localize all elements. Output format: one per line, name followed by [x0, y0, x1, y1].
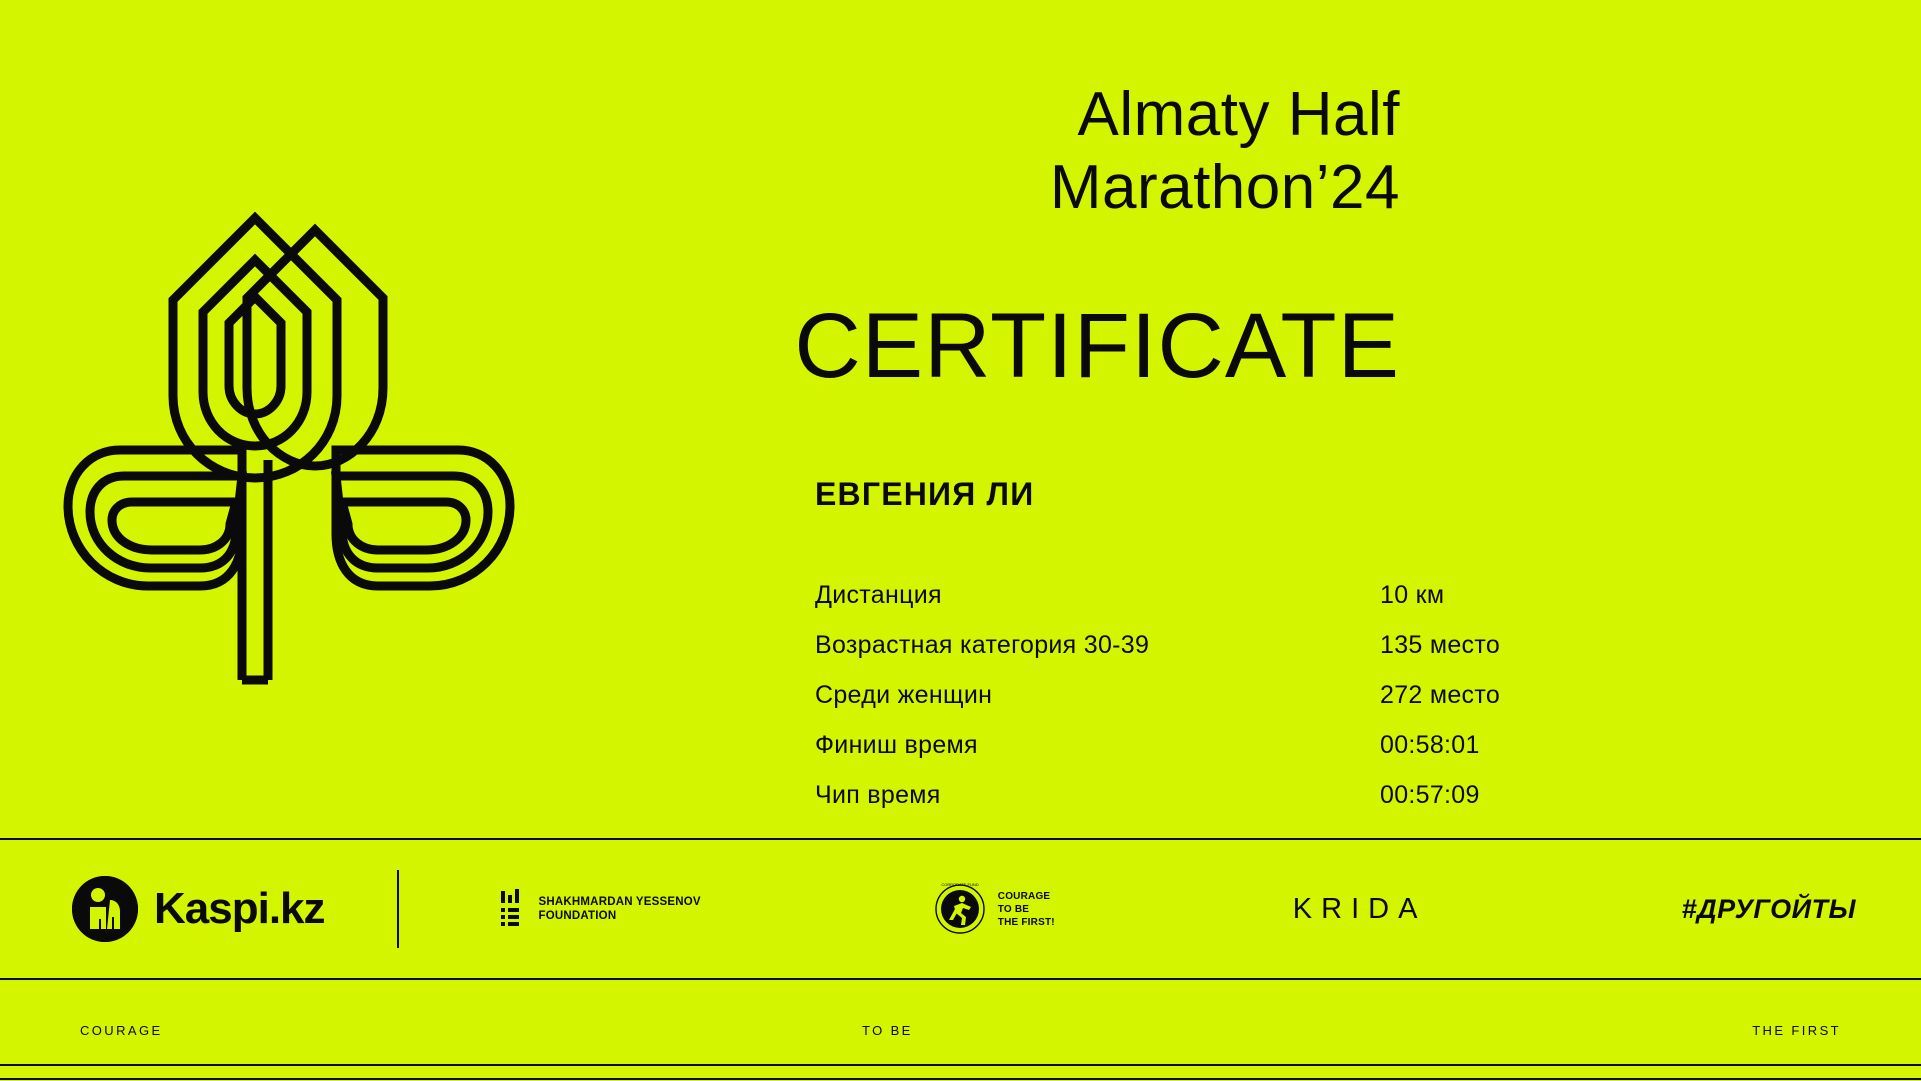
svg-text:CORPORATE FUND: CORPORATE FUND [941, 882, 979, 887]
yessenov-wordmark [539, 895, 701, 924]
event-title-line2: Marathon’24 [1049, 153, 1400, 223]
table-row [815, 670, 1555, 720]
result-label: Возрастная категория 30-39 [815, 631, 1150, 659]
results-table [815, 570, 1555, 820]
sponsor-corporate-fund [929, 878, 1055, 940]
result-value: 272 место [1380, 681, 1501, 709]
footer-middle: TO BE [861, 1022, 913, 1038]
yessenov-bars-icon [501, 889, 527, 929]
result-value: 135 место [1380, 631, 1501, 659]
footer-left: COURAGE [80, 1022, 163, 1038]
yessenov-line1: SHAKHMARDAN YESSENOV [538, 895, 701, 908]
table-row [815, 770, 1555, 820]
kaspi-wordmark: Kaspi.kz [154, 884, 325, 933]
sponsor-drugoyty: #ДРУГОЙТЫ [1681, 893, 1856, 924]
result-value: 00:58:01 [1380, 731, 1480, 759]
sponsor-krida: KRIDA [1292, 892, 1427, 925]
footer-divider-lower [0, 1078, 1921, 1080]
corporate-fund-runner-icon [929, 878, 991, 940]
tulip-emblem-icon [60, 160, 570, 720]
footer-right: THE FIRST [1752, 1022, 1841, 1038]
result-label: Финиш время [815, 731, 978, 759]
sponsor-yessenov [501, 889, 701, 929]
result-label: Дистанция [815, 581, 942, 609]
table-row [815, 720, 1555, 770]
corporate-line1: COURAGE [997, 890, 1051, 902]
document-type-heading: CERTIFICATE [794, 295, 1400, 397]
result-value: 10 км [1380, 581, 1445, 609]
sponsor-kaspi [72, 876, 325, 942]
kaspi-logo-icon [72, 876, 138, 942]
corporate-fund-wordmark [998, 890, 1055, 929]
yessenov-line2: FOUNDATION [538, 910, 617, 922]
result-label: Среди женщин [815, 681, 993, 709]
result-label: Чип время [815, 781, 941, 809]
event-title [500, 78, 1400, 224]
table-row [815, 620, 1555, 670]
result-value: 00:57:09 [1380, 781, 1480, 809]
sponsor-divider [397, 870, 399, 948]
table-row [815, 570, 1555, 620]
event-title-line1: Almaty Half [1077, 80, 1400, 149]
athlete-name: ЕВГЕНИЯ ЛИ [815, 476, 1035, 512]
sponsors-bar [0, 840, 1921, 978]
corporate-line3: THE FIRST! [997, 916, 1055, 928]
footer-slogan [0, 980, 1921, 1080]
corporate-line2: TO BE [997, 903, 1030, 915]
footer-divider-upper [0, 1064, 1921, 1066]
